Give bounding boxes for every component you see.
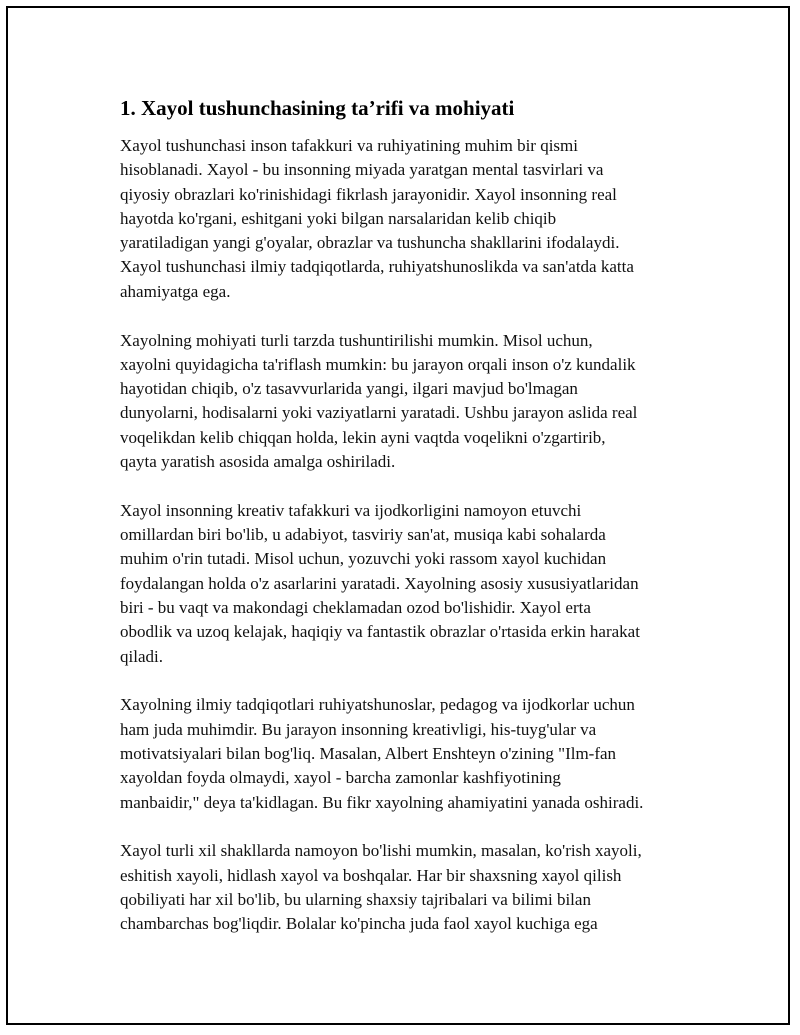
document-content <box>120 94 700 961</box>
paragraph: Xayol turli xil shakllarda namoyon bo'lishi mumkin, masalan, ko'rish xayoli, eshitish xayoli, hidlash xayol va boshqalar. Har bir shaxsning xayol qilish qobiliyati har xil bo'lib, bu ularning shaxsiy tajribalari va bilimi bilan chambarchas bog'liqdir. Bolalar ko'pincha juda faol xayol kuchiga ega <box>120 841 642 934</box>
paragraph: Xayol insonning kreativ tafakkuri va ijodkorligini namoyon etuvchi omillardan biri bo'lib, u adabiyot, tasviriy san'at, musiqa kabi sohalarda muhim o'rin tutadi. Misol uchun, yozuvchi yoki rassom xayol kuchidan foydalangan holda o'z asarlarini yaratadi. Xayolning asosiy xususiyatlaridan biri - bu vaqt va makondagi cheklamadan ozod bo'lishidir. Xayol erta obodlik va uzoq kelajak, haqiqiy va fantastik obrazlar o'rtasida erkin harakat qiladi. <box>120 500 640 666</box>
paragraph: Xayolning mohiyati turli tarzda tushuntirilishi mumkin. Misol uchun, xayolni quyidagicha ta'riflash mumkin: bu jarayon orqali inson o'z kundalik hayotidan chiqib, o'z tasavvurlarida yangi, ilgari mavjud bo'lmagan dunyolarni, hodisalarni yoki vaziyatlarni yaratadi. Ushbu jarayon aslida real voqelikdan kelib chiqqan holda, lekin ayni vaqtda voqelikni o'zgartirib, qayta yaratish asosida amalga oshiriladi. <box>120 330 638 472</box>
document-page <box>6 6 790 1025</box>
paragraph: Xayolning ilmiy tadqiqotlari ruhiyatshunoslar, pedagog va ijodkorlar uchun ham juda muhimdir. Bu jarayon insonning kreativligi, his-tuyg'ular va motivatsiyalari bilan bog'liq. Masalan, Albert Enshteyn o'zining "Ilm-fan xayoldan foyda olmaydi, xayol - barcha zamonlar kashfiyotining manbaidir," deya ta'kidlagan. Bu fikr xayolning ahamiyatini yanada oshiradi. <box>120 695 644 812</box>
paragraph: Xayol tushunchasi inson tafakkuri va ruhiyatining muhim bir qismi hisoblanadi. Xayol - bu insonning miyada yaratgan mental tasvirlari va qiyosiy obrazlari ko'rinishidagi fikrlash jarayonidir. Xayol insonning real hayotda ko'rgani, eshitgani yoki bilgan narsalaridan kelib chiqib yaratiladigan yangi g'oyalar, obrazlar va tushuncha shakllarini ifodalaydi. Xayol tushunchasi ilmiy tadqiqotlarda, ruhiyatshunoslikda va san'atda katta ahamiyatga ega. <box>120 136 634 301</box>
section-heading: 1. Xayol tushunchasining ta’rifi va mohiyati <box>120 96 515 120</box>
